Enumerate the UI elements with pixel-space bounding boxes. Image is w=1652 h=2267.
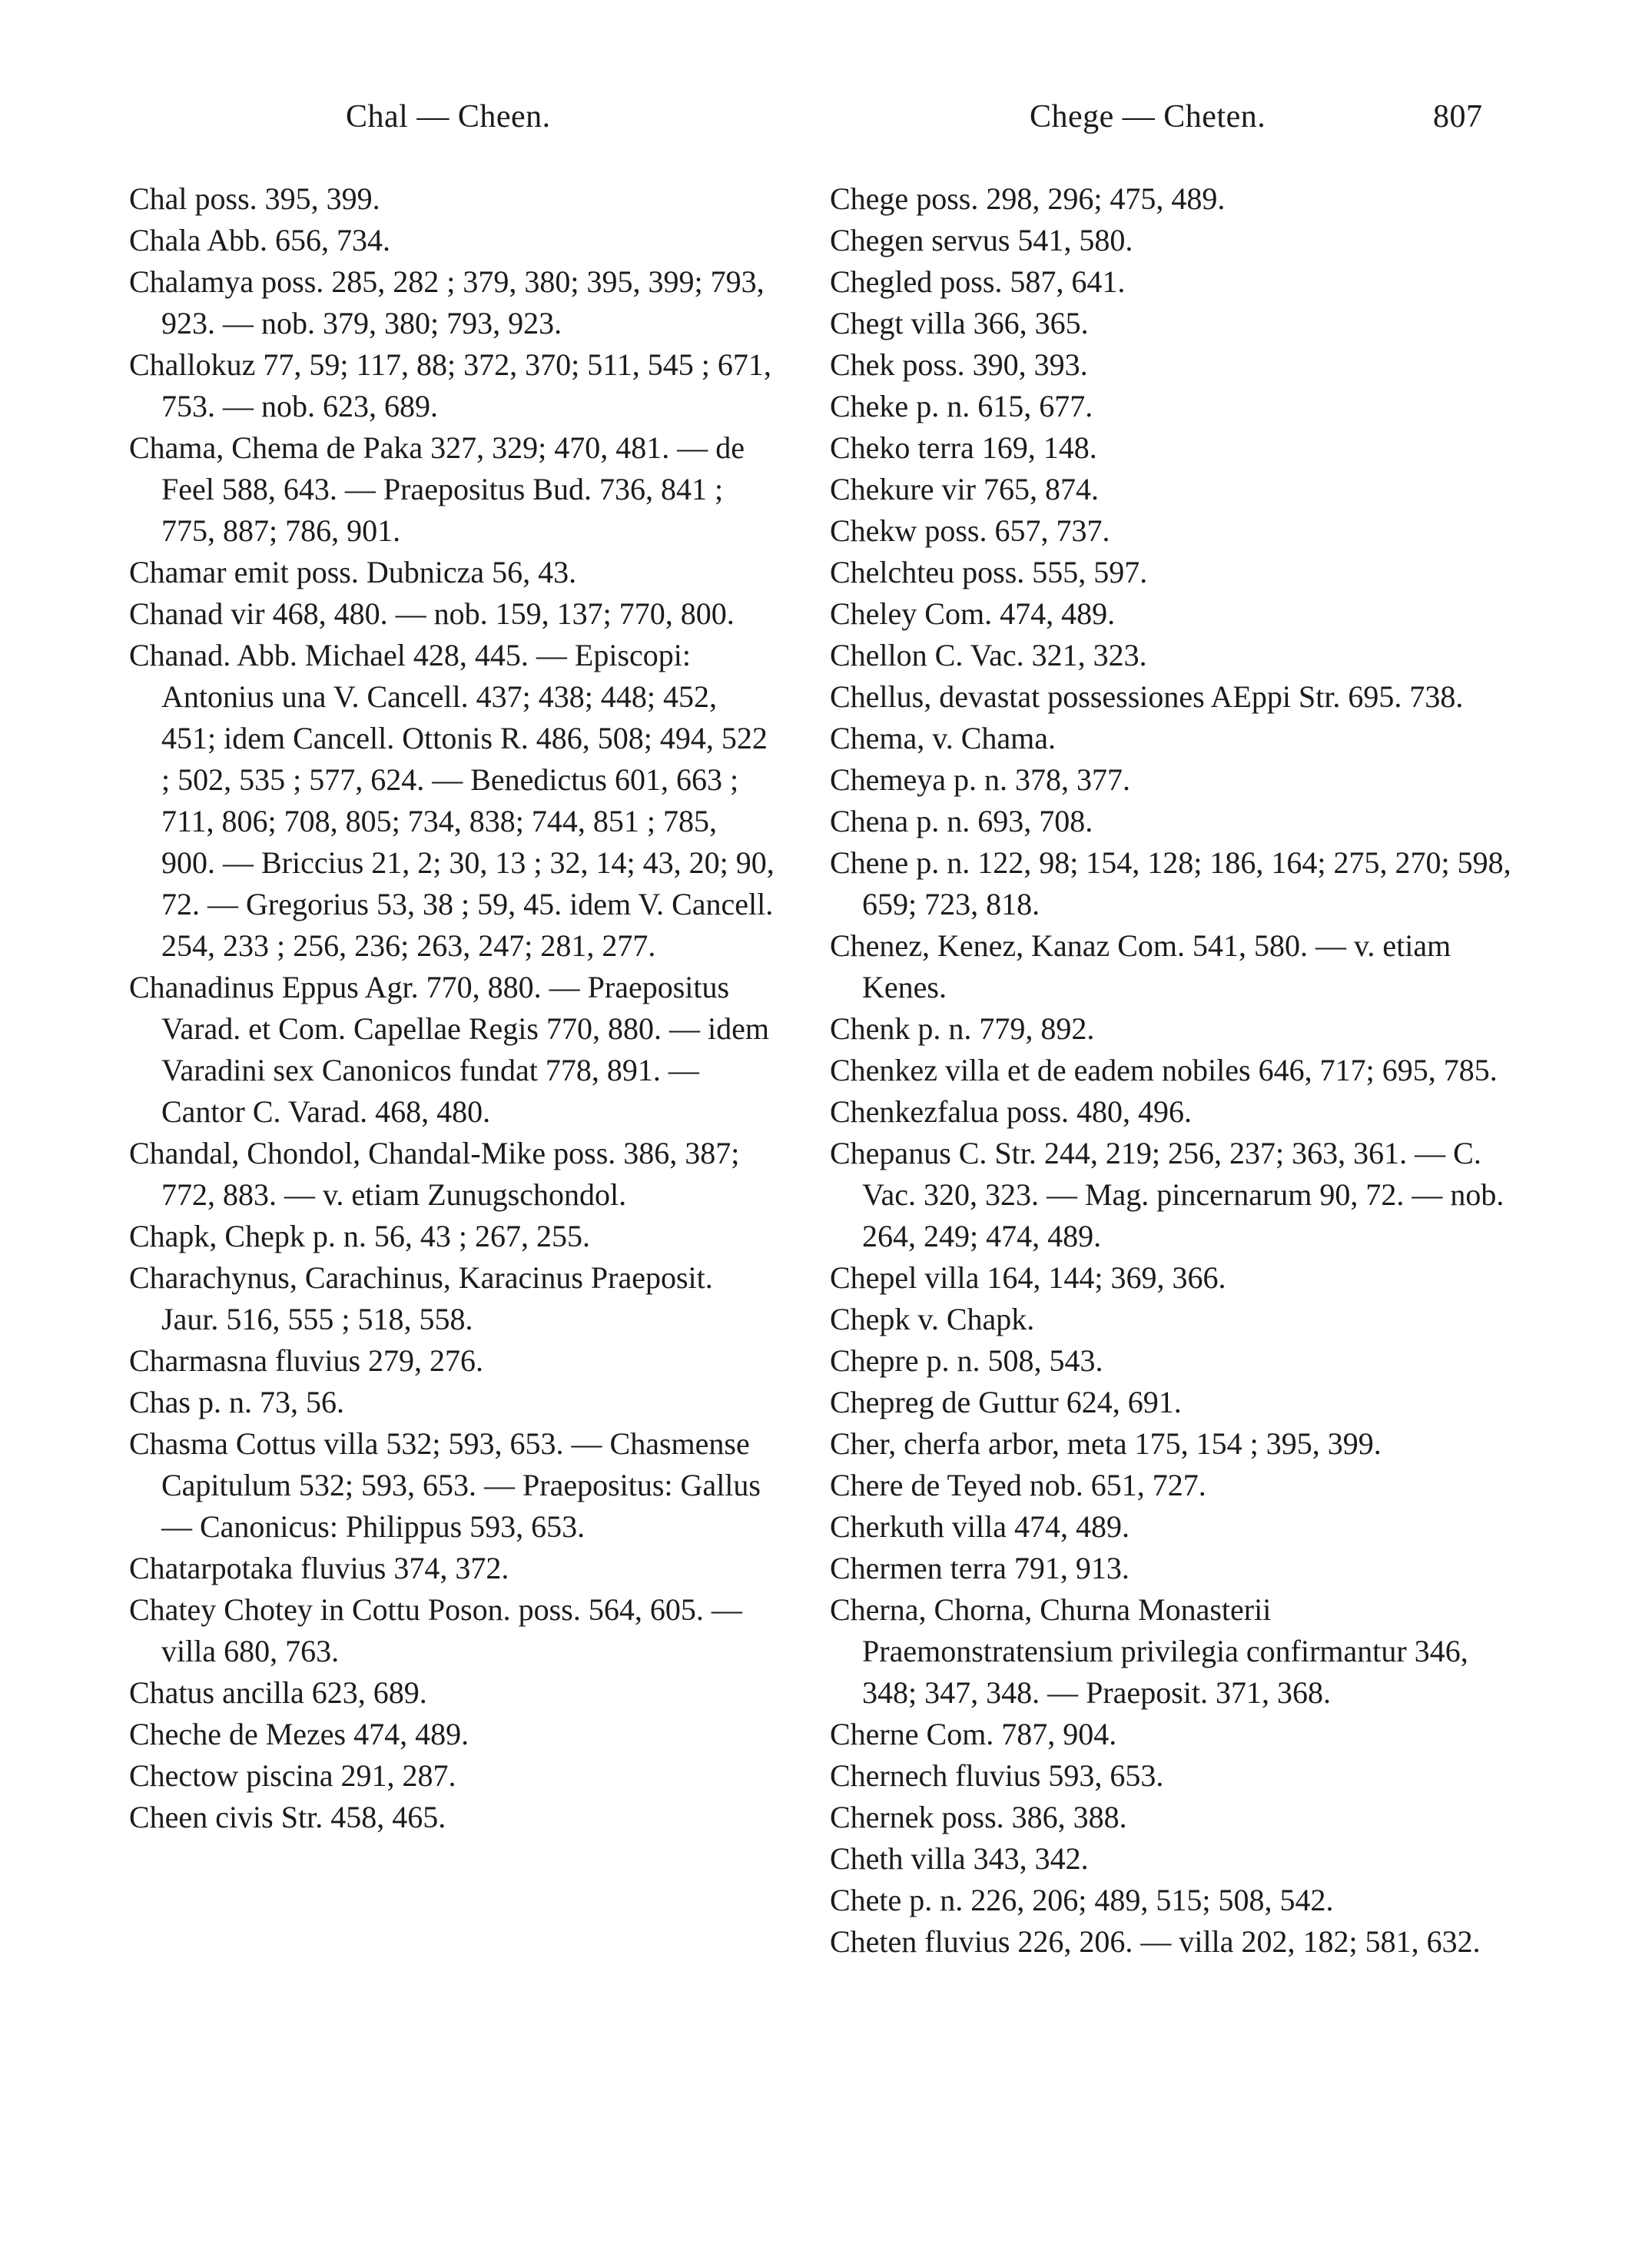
index-entry: Chenez, Kenez, Kanaz Com. 541, 580. — v. etiam Kenes. [830, 928, 1451, 1004]
index-entry: Chapk, Chepk p. n. 56, 43 ; 267, 255. [129, 1219, 590, 1253]
index-entry: Cherna, Chorna, Churna Monasterii Praemonstratensium privilegia confirmantur 346, 348; 347, 348. — Praeposit. 371, 368. [830, 1592, 1468, 1710]
index-entry: Chelchteu poss. 555, 597. [830, 555, 1148, 589]
index-entry: Chekw poss. 657, 737. [830, 513, 1110, 548]
index-entry: Chegen servus 541, 580. [830, 223, 1133, 257]
index-entry: Charachynus, Carachinus, Karacinus Praeposit. Jaur. 516, 555 ; 518, 558. [129, 1260, 713, 1336]
index-entry: Cheche de Mezes 474, 489. [129, 1717, 469, 1751]
index-entry: Chepel villa 164, 144; 369, 366. [830, 1260, 1226, 1295]
index-entry: Chepre p. n. 508, 543. [830, 1343, 1103, 1378]
index-entry: Cherne Com. 787, 904. [830, 1717, 1117, 1751]
index-entry: Cheen civis Str. 458, 465. [129, 1800, 446, 1834]
index-entry: Chatarpotaka fluvius 374, 372. [129, 1551, 509, 1585]
index-entry: Chas p. n. 73, 56. [129, 1385, 344, 1419]
index-column-right [830, 178, 1514, 1963]
index-entry: Cheley Com. 474, 489. [830, 596, 1116, 631]
index-entry: Chanad. Abb. Michael 428, 445. — Episcopi: Antonius una V. Cancell. 437; 438; 448; 452, 451; idem Cancell. Ottonis R. 486, 508; 494, 522 ; 502, 535 ; 577, 624. — Benedictus 601, 663 ; 711, 806; 708, 805; 734, 838; 744, 851 ; 785, 900. — Briccius 21, 2; 30, 13 ; 32, 14; 43, 20; 90, 72. — Gregorius 53, 38 ; 59, 45. idem V. Cancell. 254, 233 ; 256, 236; 263, 247; 281, 277. [129, 638, 775, 963]
index-entry: Chala Abb. 656, 734. [129, 223, 390, 257]
index-entry: Chenkezfalua poss. 480, 496. [830, 1094, 1193, 1129]
index-entry: Chema, v. Chama. [830, 721, 1057, 755]
index-entry: Chernech fluvius 593, 653. [830, 1758, 1164, 1793]
index-entry: Chal poss. 395, 399. [129, 181, 380, 216]
index-entry: Chama, Chema de Paka 327, 329; 470, 481. — de Feel 588, 643. — Praepositus Bud. 736, 841 ; 775, 887; 786, 901. [129, 430, 745, 548]
index-entry: Chatey Chotey in Cottu Poson. poss. 564, 605. — villa 680, 763. [129, 1592, 742, 1668]
index-entry: Cheko terra 169, 148. [830, 430, 1097, 465]
index-entry: Chemeya p. n. 378, 377. [830, 762, 1131, 797]
index-entry: Chepk v. Chapk. [830, 1302, 1035, 1336]
index-entry: Cherkuth villa 474, 489. [830, 1509, 1130, 1544]
running-header-right: Chege — Cheten. [1030, 99, 1266, 134]
index-entry: Challokuz 77, 59; 117, 88; 372, 370; 511, 545 ; 671, 753. — nob. 623, 689. [129, 347, 771, 423]
index-entry: Chere de Teyed nob. 651, 727. [830, 1468, 1206, 1502]
index-entry: Charmasna fluvius 279, 276. [129, 1343, 484, 1378]
index-entry: Chatus ancilla 623, 689. [129, 1675, 427, 1710]
index-entry: Cheten fluvius 226, 206. — villa 202, 182; 581, 632. [830, 1924, 1481, 1959]
index-entry: Chalamya poss. 285, 282 ; 379, 380; 395, 399; 793, 923. — nob. 379, 380; 793, 923. [129, 264, 765, 340]
index-entry: Chenkez villa et de eadem nobiles 646, 717; 695, 785. [830, 1053, 1498, 1087]
index-entry: Chete p. n. 226, 206; 489, 515; 508, 542. [830, 1883, 1334, 1917]
index-entry: Chenk p. n. 779, 892. [830, 1011, 1095, 1046]
index-column-left [129, 178, 775, 1838]
index-entry: Chellus, devastat possessiones AEppi Str. 695. 738. [830, 679, 1464, 714]
index-entry: Chepanus C. Str. 244, 219; 256, 237; 363, 361. — C. Vac. 320, 323. — Mag. pincernarum 90, 72. — nob. 264, 249; 474, 489. [830, 1136, 1504, 1253]
index-entry: Chasma Cottus villa 532; 593, 653. — Chasmense Capitulum 532; 593, 653. — Praepositus: Gallus — Canonicus: Philippus 593, 653. [129, 1426, 761, 1544]
index-entry: Chernek poss. 386, 388. [830, 1800, 1127, 1834]
index-entry: Chek poss. 390, 393. [830, 347, 1088, 382]
index-entry: Chegt villa 366, 365. [830, 306, 1089, 340]
index-entry: Chanadinus Eppus Agr. 770, 880. — Praepositus Varad. et Com. Capellae Regis 770, 880. — idem Varadini sex Canonicos fundat 778, 891. — Cantor C. Varad. 468, 480. [129, 970, 769, 1129]
index-entry: Chege poss. 298, 296; 475, 489. [830, 181, 1226, 216]
index-entry: Chellon C. Vac. 321, 323. [830, 638, 1147, 672]
index-entry: Chene p. n. 122, 98; 154, 128; 186, 164; 275, 270; 598, 659; 723, 818. [830, 845, 1511, 921]
index-entry: Chena p. n. 693, 708. [830, 804, 1093, 838]
index-entry: Chegled poss. 587, 641. [830, 264, 1126, 299]
index-entry: Chekure vir 765, 874. [830, 472, 1099, 506]
index-entry: Chepreg de Guttur 624, 691. [830, 1385, 1182, 1419]
index-entry: Chermen terra 791, 913. [830, 1551, 1130, 1585]
running-header-left: Chal — Cheen. [346, 99, 551, 134]
index-entry: Cheke p. n. 615, 677. [830, 389, 1093, 423]
index-entry: Chamar emit poss. Dubnicza 56, 43. [129, 555, 577, 589]
index-entry: Chanad vir 468, 480. — nob. 159, 137; 770, 800. [129, 596, 735, 631]
index-entry: Chandal, Chondol, Chandal-Mike poss. 386, 387; 772, 883. — v. etiam Zunugschondol. [129, 1136, 740, 1212]
page-number: 807 [1433, 99, 1483, 134]
index-entry: Cher, cherfa arbor, meta 175, 154 ; 395, 399. [830, 1426, 1382, 1461]
index-entry: Chectow piscina 291, 287. [129, 1758, 456, 1793]
index-entry: Cheth villa 343, 342. [830, 1841, 1089, 1876]
